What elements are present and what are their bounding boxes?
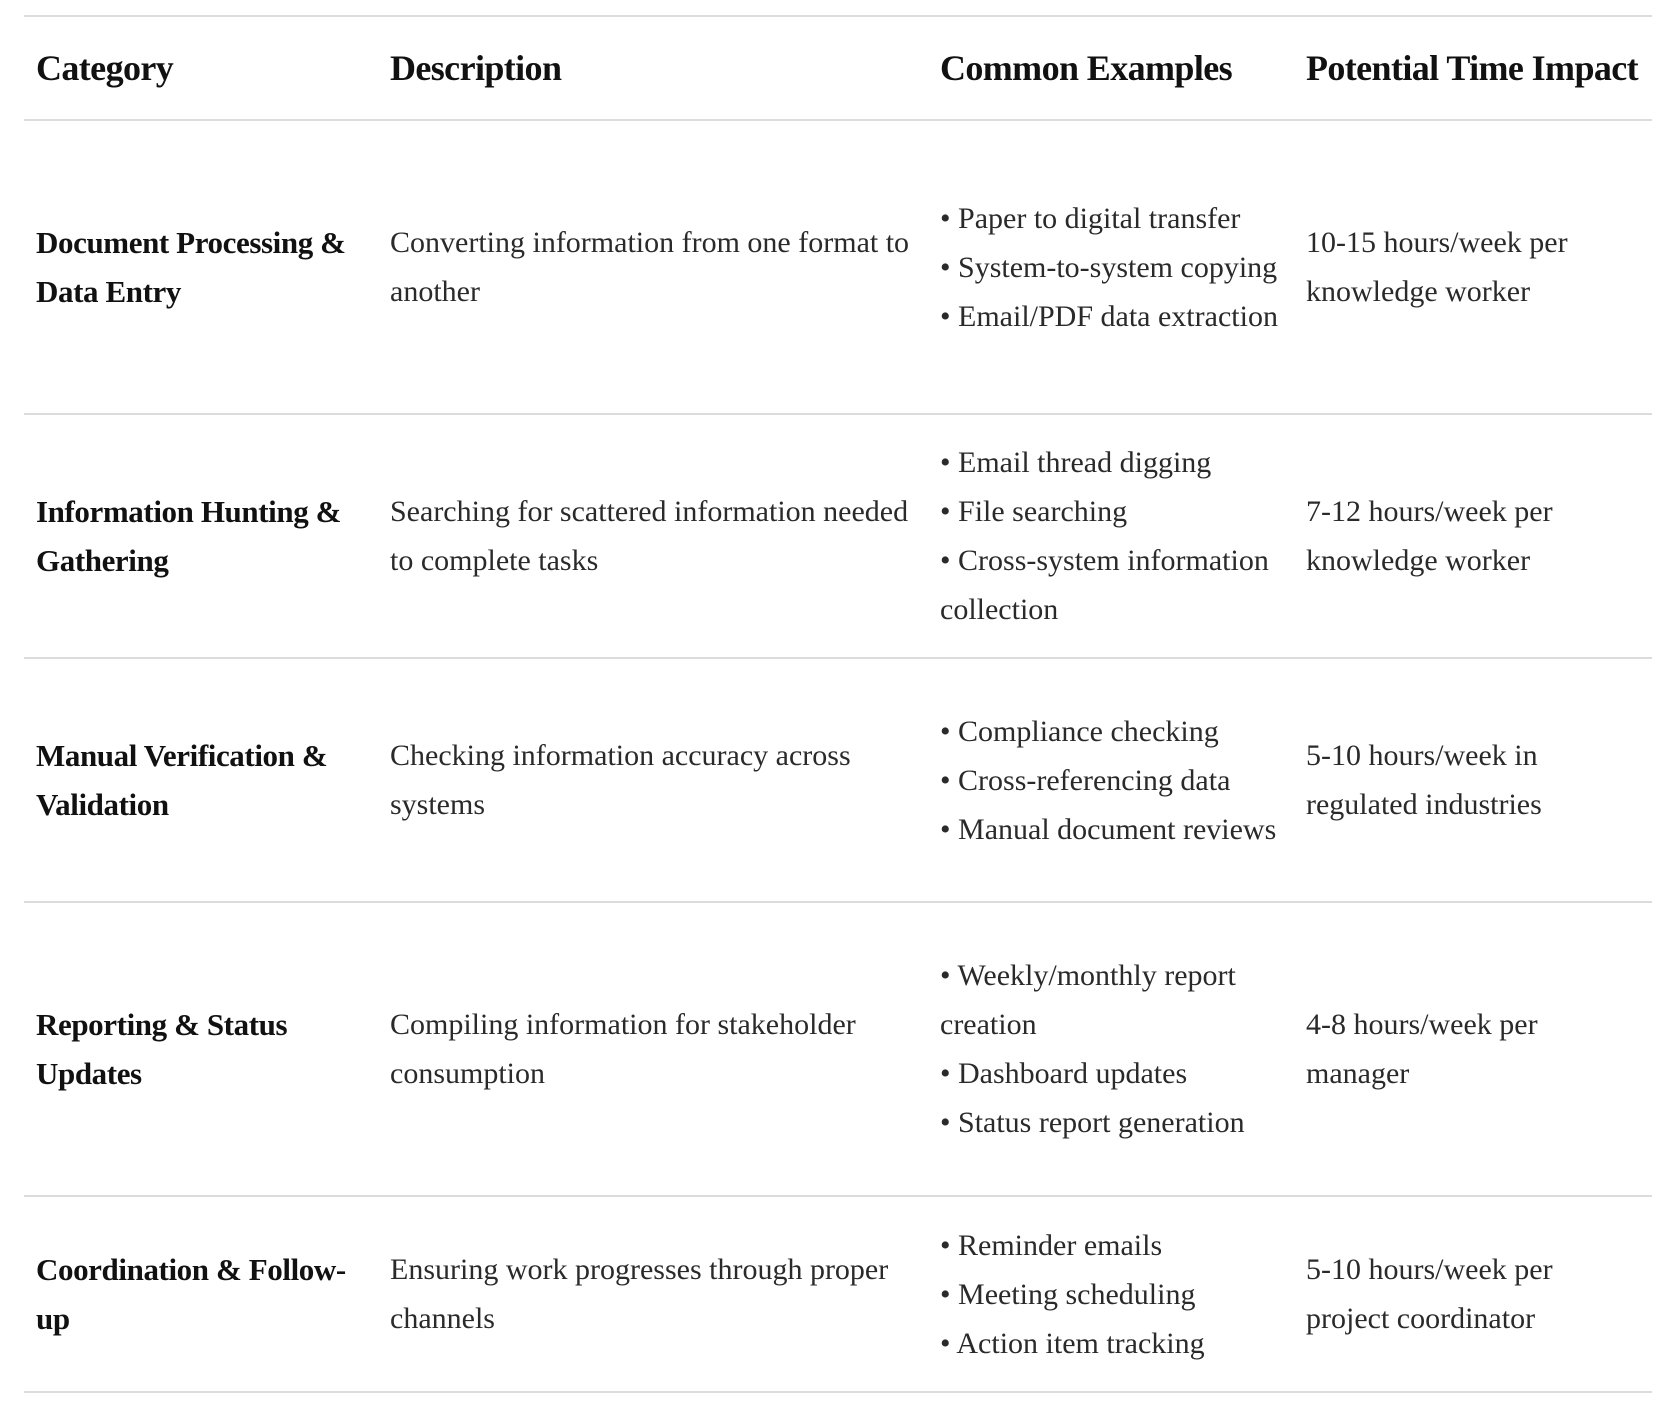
- example-item: [940, 707, 1282, 756]
- bullet-icon: •: [940, 1326, 951, 1360]
- description-cell: Converting information from one format to another: [378, 120, 928, 414]
- example-text: Cross-referencing data: [958, 763, 1231, 797]
- impact-cell: 7-12 hours/week per knowledge worker: [1294, 414, 1652, 658]
- example-text: Action item tracking: [956, 1326, 1205, 1360]
- category-cell: Information Hunting & Gathering: [24, 414, 378, 658]
- example-text: Manual document reviews: [958, 812, 1277, 846]
- example-text: Paper to digital transfer: [958, 201, 1241, 235]
- bullet-icon: •: [940, 201, 951, 235]
- example-item: [940, 487, 1282, 536]
- bullet-icon: •: [940, 1228, 951, 1262]
- examples-list: [940, 194, 1282, 341]
- examples-cell: [928, 902, 1294, 1196]
- examples-cell: [928, 120, 1294, 414]
- header-common-examples: Common Examples: [928, 16, 1294, 120]
- category-cell: Reporting & Status Updates: [24, 902, 378, 1196]
- example-text: Compliance checking: [958, 714, 1219, 748]
- examples-list: [940, 1221, 1282, 1368]
- header-category: Category: [24, 16, 378, 120]
- table-row: [24, 414, 1652, 658]
- bullet-icon: •: [940, 1277, 951, 1311]
- example-item: [940, 438, 1282, 487]
- example-text: System-to-system copying: [958, 250, 1278, 284]
- table-header: [24, 16, 1652, 120]
- examples-list: [940, 707, 1282, 854]
- example-text: Email thread digging: [958, 446, 1212, 479]
- example-item: [940, 536, 1282, 634]
- table-row: [24, 120, 1652, 414]
- example-item: [940, 243, 1282, 292]
- example-text: Meeting scheduling: [958, 1277, 1196, 1311]
- header-potential-time-impact: Potential Time Impact: [1294, 16, 1652, 120]
- example-item: [940, 1221, 1282, 1270]
- example-text: Reminder emails: [958, 1228, 1163, 1262]
- category-cell: Manual Verification & Validation: [24, 658, 378, 902]
- bullet-icon: •: [940, 714, 951, 748]
- impact-cell: 5-10 hours/week in regulated industries: [1294, 658, 1652, 902]
- description-cell: Ensuring work progresses through proper channels: [378, 1196, 928, 1392]
- example-item: [940, 756, 1282, 805]
- impact-cell: 10-15 hours/week per knowledge worker: [1294, 120, 1652, 414]
- example-item: [940, 1270, 1282, 1319]
- bullet-icon: •: [940, 1106, 951, 1139]
- table-row: [24, 902, 1652, 1196]
- example-text: File searching: [958, 495, 1128, 528]
- examples-list: [940, 951, 1282, 1147]
- bullet-icon: •: [940, 495, 951, 528]
- bullet-icon: •: [940, 812, 951, 846]
- example-item: [940, 194, 1282, 243]
- header-description: Description: [378, 16, 928, 120]
- example-item: [940, 805, 1282, 854]
- table-body: [24, 120, 1652, 1392]
- bullet-icon: •: [940, 959, 951, 992]
- examples-cell: [928, 414, 1294, 658]
- category-cell: Document Processing & Data Entry: [24, 120, 378, 414]
- example-item: [940, 1319, 1282, 1368]
- bullet-icon: •: [940, 250, 951, 284]
- automation-categories-table: [24, 15, 1652, 1393]
- example-text: Status report generation: [958, 1106, 1245, 1139]
- description-cell: Searching for scattered information needed to complete tasks: [378, 414, 928, 658]
- bullet-icon: •: [940, 1057, 951, 1090]
- examples-list: [940, 438, 1282, 634]
- bullet-icon: •: [940, 299, 951, 333]
- description-cell: Checking information accuracy across systems: [378, 658, 928, 902]
- content-area: [24, 15, 1652, 1393]
- category-cell: Coordination & Follow-up: [24, 1196, 378, 1392]
- bullet-icon: •: [940, 763, 951, 797]
- example-text: Cross-system information collection: [940, 544, 1269, 626]
- example-text: Dashboard updates: [958, 1057, 1188, 1090]
- table-row: [24, 658, 1652, 902]
- example-item: [940, 1049, 1282, 1098]
- description-cell: Compiling information for stakeholder consumption: [378, 902, 928, 1196]
- example-item: [940, 951, 1282, 1049]
- impact-cell: 4-8 hours/week per manager: [1294, 902, 1652, 1196]
- bullet-icon: •: [940, 446, 951, 479]
- example-text: Weekly/monthly report creation: [940, 959, 1236, 1041]
- table-row: [24, 1196, 1652, 1392]
- impact-cell: 5-10 hours/week per project coordinator: [1294, 1196, 1652, 1392]
- examples-cell: [928, 1196, 1294, 1392]
- header-row: [24, 16, 1652, 120]
- example-item: [940, 292, 1282, 341]
- examples-cell: [928, 658, 1294, 902]
- example-text: Email/PDF data extraction: [958, 299, 1278, 333]
- bullet-icon: •: [940, 544, 951, 577]
- example-item: [940, 1098, 1282, 1147]
